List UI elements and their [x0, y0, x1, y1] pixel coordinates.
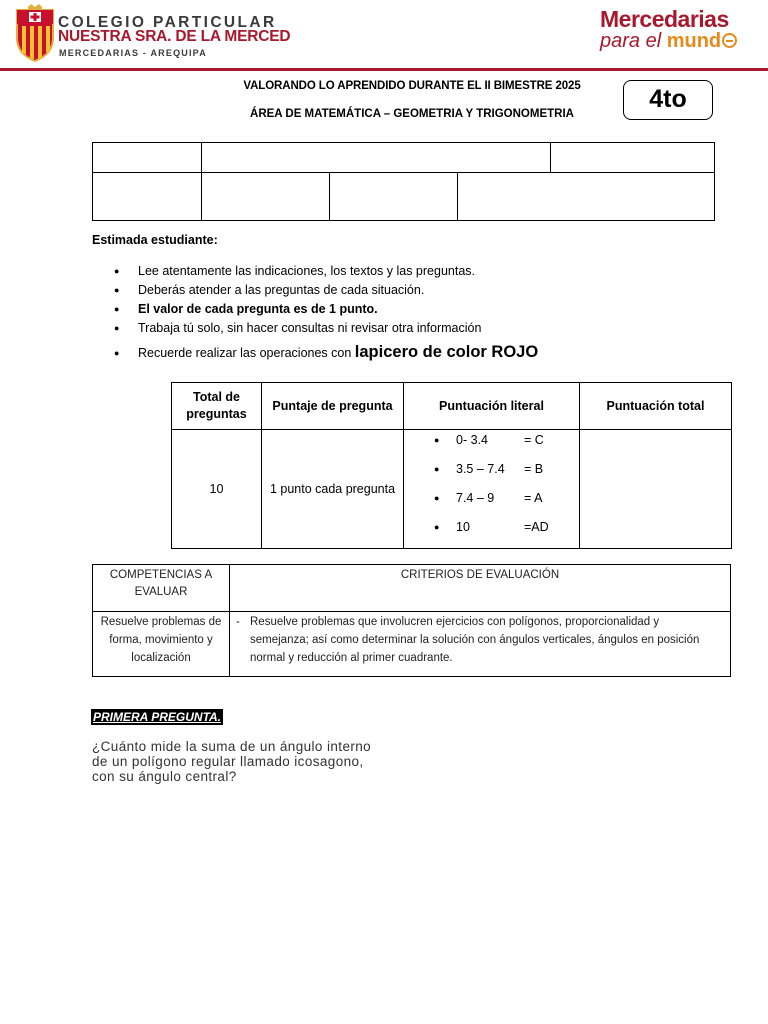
instruction-item: ● Trabaja tú solo, sin hacer consultas ni revisar otra información	[92, 319, 538, 338]
brand-title: Mercedarias	[600, 6, 729, 32]
question-line: de un polígono regular llamado icosagono,	[92, 754, 364, 769]
info-cell-label-1	[92, 142, 202, 173]
literal-scale-item	[404, 432, 579, 461]
total-score-field[interactable]	[580, 430, 732, 549]
score-header-literal: Puntuación literal	[404, 383, 580, 430]
criteria-header: CRITERIOS DE EVALUACIÓN	[230, 565, 731, 612]
literal-scale-item	[404, 490, 579, 519]
grade-badge: 4to	[623, 80, 713, 120]
school-location: MERCEDARIAS - AREQUIPA	[59, 48, 207, 58]
score-header-points: Puntaje de pregunta	[262, 383, 404, 430]
school-name-line1: COLEGIO PARTICULAR	[58, 14, 277, 31]
literal-scale-item	[404, 519, 579, 548]
score-table	[171, 382, 732, 549]
score-header-total: Total de preguntas	[172, 383, 262, 430]
greeting: Estimada estudiante:	[92, 233, 218, 247]
instruction-item: ● El valor de cada pregunta es de 1 punto.	[92, 300, 538, 319]
scale-range: 3.5 – 7.4	[456, 462, 505, 476]
question-text	[92, 739, 412, 784]
points-per-question-value: 1 punto cada pregunta	[262, 430, 404, 549]
competency-table	[92, 564, 731, 677]
criteria-line: normal y reducción al primer cuadrante.	[250, 652, 453, 664]
literal-scale-cell	[404, 430, 580, 549]
info-cell-label-2	[92, 172, 202, 221]
school-shield-icon	[14, 4, 56, 62]
competency-value: Resuelve problemas de forma, movimiento y localización	[93, 612, 230, 677]
criteria-line	[236, 613, 730, 631]
criteria-dash: -	[236, 616, 240, 628]
competency-header: COMPETENCIAS A EVALUAR	[93, 565, 230, 612]
literal-scale-list	[404, 432, 579, 548]
scale-range: 10	[456, 520, 470, 534]
header-divider	[0, 68, 768, 71]
school-name-line2: NUESTRA SRA. DE LA MERCED	[58, 28, 291, 45]
student-name-field[interactable]	[201, 142, 551, 173]
brand-slogan-prefix: para el	[600, 30, 667, 52]
brand-slogan-word: mund	[666, 30, 722, 52]
scale-grade: = C	[524, 433, 544, 447]
instruction-item: ● Deberás atender a las preguntas de cada situación.	[92, 281, 538, 300]
instruction-item	[92, 340, 538, 364]
criteria-text: Resuelve problemas que involucren ejercicios con polígonos, proporcionalidad y	[250, 616, 660, 628]
scale-grade: = A	[524, 491, 543, 505]
info-cell-field-1[interactable]	[550, 142, 715, 173]
question-line: con su ángulo central?	[92, 769, 237, 784]
scale-grade: =AD	[524, 520, 549, 534]
literal-scale-item	[404, 461, 579, 490]
scale-range: 7.4 – 9	[456, 491, 495, 505]
total-questions-value: 10	[172, 430, 262, 549]
question-label: PRIMERA PREGUNTA.	[93, 710, 222, 724]
instructions-list	[92, 262, 538, 364]
exam-title: VALORANDO LO APRENDIDO DURANTE EL II BIMESTRE 2025	[243, 80, 581, 92]
instruction-item: ● Lee atentamente las indicaciones, los textos y las preguntas.	[92, 262, 538, 281]
question-line: ¿Cuánto mide la suma de un ángulo interno	[92, 739, 372, 754]
red-pen-note: lapicero de color ROJO	[354, 343, 539, 361]
scale-range: 0- 3.4	[456, 433, 488, 447]
info-cell-field-4[interactable]	[457, 172, 715, 221]
criteria-value	[230, 612, 731, 677]
brand-slogan	[600, 30, 737, 53]
score-header-overall: Puntuación total	[580, 383, 732, 430]
globe-icon	[722, 33, 737, 48]
criteria-line: semejanza; así como determinar la solución con ángulos verticales, ángulos en posición	[250, 634, 700, 646]
instruction-text: Recuerde realizar las operaciones con	[138, 346, 355, 360]
info-cell-field-2[interactable]	[201, 172, 330, 221]
exam-subject: ÁREA DE MATEMÁTICA – GEOMETRIA Y TRIGONOMETRIA	[250, 108, 574, 120]
info-cell-field-3[interactable]	[329, 172, 458, 221]
scale-grade: = B	[524, 462, 544, 476]
